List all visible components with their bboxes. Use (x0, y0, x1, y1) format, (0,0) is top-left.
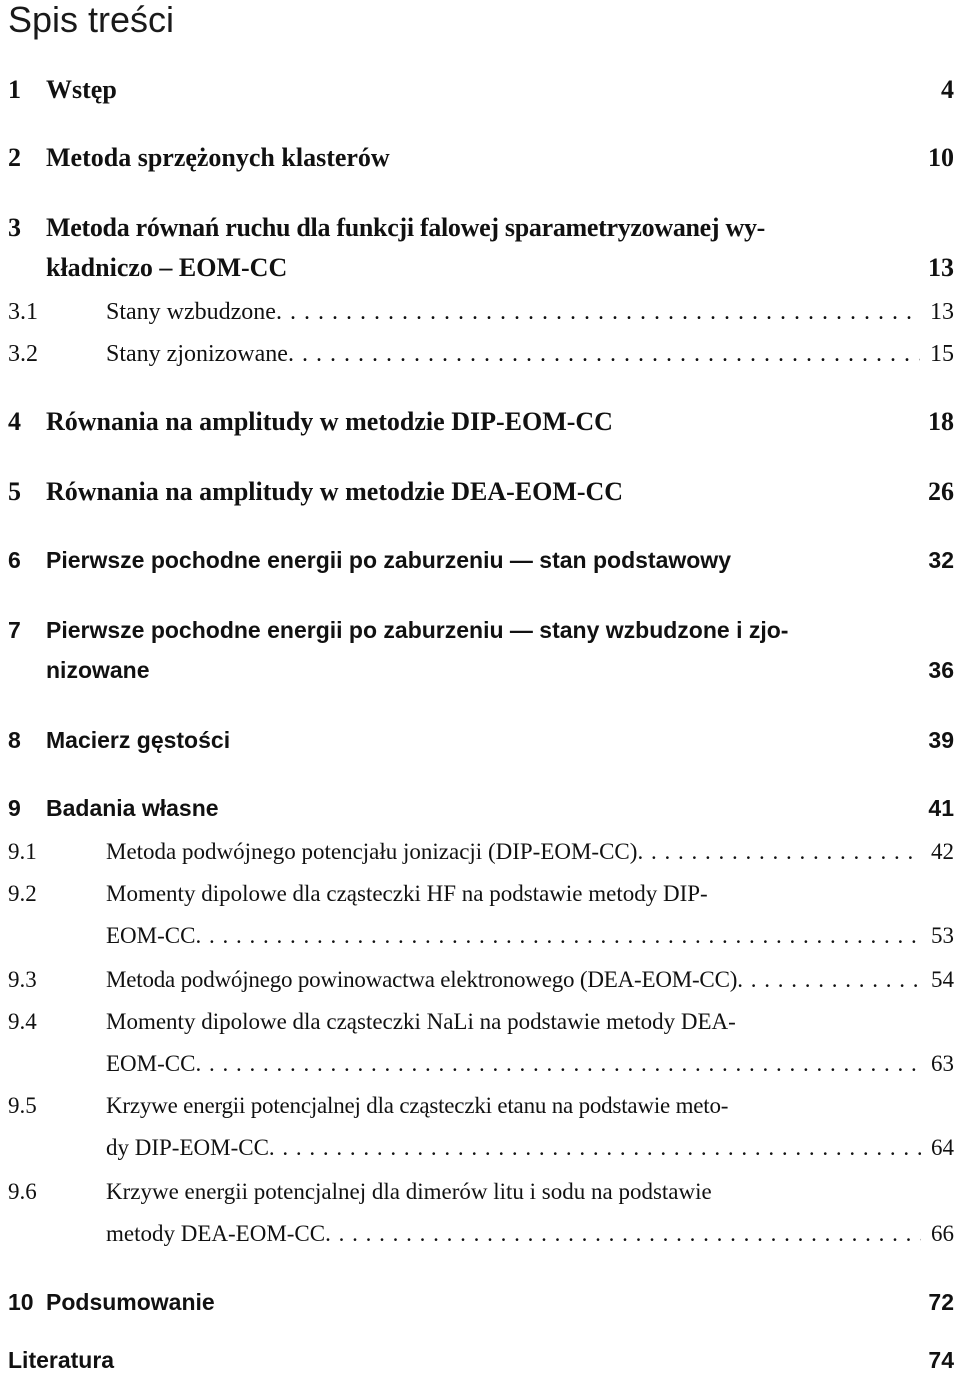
page-number: 63 (931, 1051, 954, 1076)
section-number: 3.2 (8, 341, 38, 367)
page-number: 15 (930, 341, 954, 367)
section-title-line-1: Momenty dipolowe dla cząsteczki NaLi na podstawie metody DEA- (106, 1009, 736, 1034)
dot-leader (195, 1044, 921, 1084)
section-number: 9.5 (8, 1093, 37, 1118)
page-number: 36 (928, 657, 954, 683)
chapter-number: 5 (8, 477, 21, 506)
toc-entry-ch10[interactable] (8, 1282, 954, 1322)
chapter-title: Metoda sprzężonych klasterów (46, 143, 390, 172)
toc-entry-ch9[interactable] (8, 788, 954, 828)
section-title: Stany zjonizowane (106, 341, 288, 367)
page-number: 53 (931, 923, 954, 948)
toc-entry-literatura[interactable] (8, 1340, 954, 1380)
section-number: 9.4 (8, 1009, 37, 1034)
dot-leader (269, 1128, 921, 1168)
dot-leader (288, 334, 920, 374)
chapter-title: Badania własne (46, 795, 219, 821)
chapter-title-line-2: nizowane (46, 657, 150, 683)
toc-entry-ch8[interactable] (8, 720, 954, 760)
dot-leader (637, 832, 921, 872)
section-number: 3.1 (8, 299, 38, 325)
page-number: 13 (928, 253, 954, 282)
page-number: 13 (930, 299, 954, 325)
section-title: Stany wzbudzone (106, 299, 276, 325)
chapter-title: Równania na amplitudy w metodzie DEA-EOM-CC (46, 477, 624, 506)
chapter-number: 9 (8, 795, 21, 821)
page-number: 32 (928, 547, 954, 573)
toc-entry-s9-2[interactable] (8, 874, 954, 956)
page-number: 26 (928, 477, 954, 506)
page-number: 41 (928, 795, 954, 821)
section-title-line-1: Momenty dipolowe dla cząsteczki HF na podstawie metody DIP- (106, 881, 708, 906)
toc-entry-ch5[interactable] (8, 472, 954, 512)
chapter-title: Równania na amplitudy w metodzie DIP-EOM-CC (46, 407, 613, 436)
chapter-title-line-2: kładniczo – EOM-CC (46, 253, 288, 282)
section-title-line-2: metody DEA-EOM-CC (106, 1221, 326, 1246)
toc-entry-ch6[interactable] (8, 540, 954, 580)
section-title-line-1: Krzywe energii potencjalnej dla cząsteczki etanu na podstawie meto- (106, 1093, 729, 1118)
chapter-title: Wstęp (46, 75, 117, 104)
toc-entry-ch7[interactable] (8, 610, 954, 690)
toc-entry-s3-1[interactable] (8, 292, 954, 332)
toc-entry-s9-1[interactable] (8, 832, 954, 872)
dot-leader (737, 960, 921, 1000)
section-title: Metoda podwójnego powinowactwa elektronowego (DEA-EOM-CC) (106, 967, 738, 992)
toc-entry-s9-5[interactable] (8, 1086, 954, 1168)
toc-entry-s9-6[interactable] (8, 1172, 954, 1254)
page-number: 74 (928, 1347, 954, 1373)
toc-entry-ch2[interactable] (8, 138, 954, 178)
toc-entry-ch4[interactable] (8, 402, 954, 442)
page-number: 54 (931, 967, 954, 992)
page-number: 18 (928, 407, 954, 436)
section-title-line-2: EOM-CC (106, 1051, 196, 1076)
toc-entry-s9-3[interactable] (8, 960, 954, 1000)
section-title: Metoda podwójnego potencjału jonizacji (DIP-EOM-CC) (106, 839, 638, 864)
toc-entry-s9-4[interactable] (8, 1002, 954, 1084)
bibliography-title: Literatura (8, 1347, 115, 1373)
page-number: 72 (928, 1289, 954, 1315)
dot-leader (195, 916, 921, 956)
chapter-title-line-1: Metoda równań ruchu dla funkcji falowej sparametryzowanej wy- (46, 213, 766, 242)
page-number: 64 (931, 1135, 954, 1160)
section-number: 9.6 (8, 1179, 37, 1204)
page-number: 42 (931, 839, 954, 864)
toc-entry-s3-2[interactable] (8, 334, 954, 374)
dot-leader (325, 1214, 921, 1254)
chapter-number: 4 (8, 407, 21, 436)
page-number: 4 (941, 75, 954, 104)
page-number: 10 (928, 143, 954, 172)
toc-entry-ch3[interactable] (8, 208, 954, 288)
section-title-line-1: Krzywe energii potencjalnej dla dimerów litu i sodu na podstawie (106, 1179, 712, 1204)
section-number: 9.1 (8, 839, 37, 864)
page-title: Spis treści (8, 0, 175, 40)
page-number: 39 (928, 727, 954, 753)
chapter-title: Macierz gęstości (46, 727, 231, 753)
chapter-title: Pierwsze pochodne energii po zaburzeniu — stan podstawowy (46, 547, 731, 573)
chapter-number: 10 (8, 1289, 34, 1315)
chapter-number: 3 (8, 213, 21, 242)
dot-leader (276, 292, 920, 332)
section-number: 9.3 (8, 967, 37, 992)
chapter-number: 1 (8, 75, 21, 104)
chapter-title-line-1: Pierwsze pochodne energii po zaburzeniu — stany wzbudzone i zjo- (46, 617, 789, 643)
section-title-line-2: EOM-CC (106, 923, 196, 948)
page-number: 66 (931, 1221, 954, 1246)
chapter-number: 6 (8, 547, 21, 573)
section-title-line-2: dy DIP-EOM-CC (106, 1135, 269, 1160)
chapter-title: Podsumowanie (46, 1289, 215, 1315)
chapter-number: 2 (8, 143, 21, 172)
chapter-number: 7 (8, 617, 21, 643)
toc-entry-ch1[interactable] (8, 70, 954, 110)
section-number: 9.2 (8, 881, 37, 906)
chapter-number: 8 (8, 727, 21, 753)
